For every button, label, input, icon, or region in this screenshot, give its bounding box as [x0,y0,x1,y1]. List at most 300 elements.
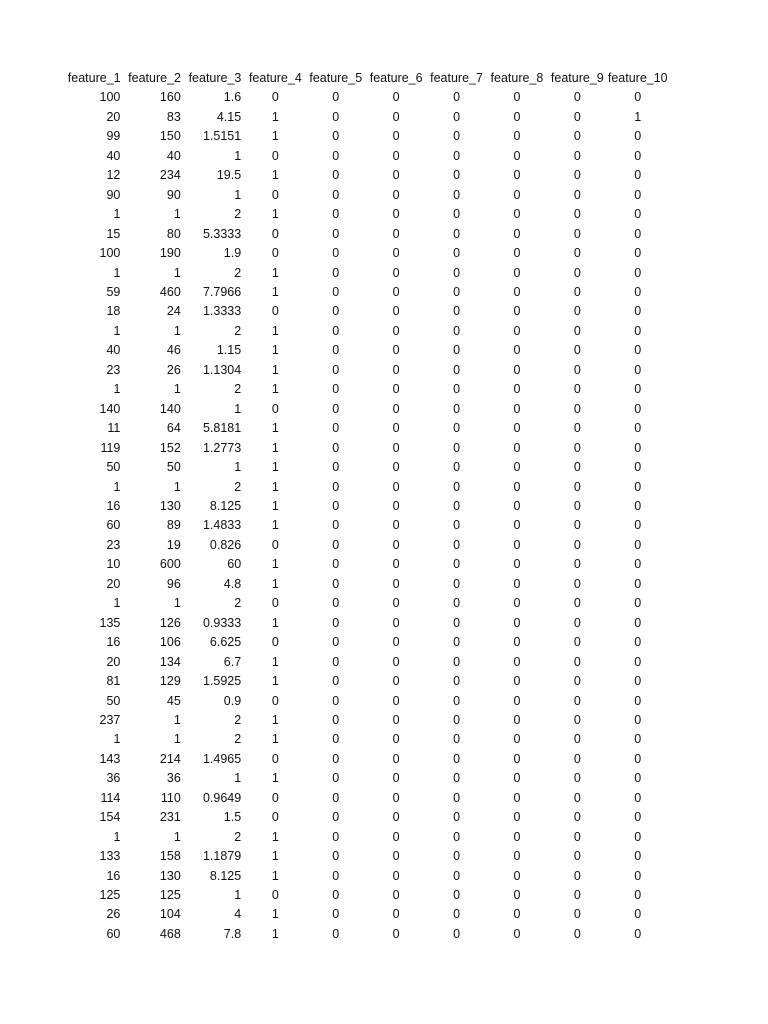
table-cell[interactable]: 0 [453,693,461,708]
table-cell[interactable]: 0 [573,732,581,747]
table-cell[interactable]: 0 [634,343,642,358]
table-cell[interactable]: 0 [634,304,642,319]
table-cell[interactable]: 0 [634,226,642,241]
table-cell[interactable]: 0 [573,207,581,222]
table-cell[interactable]: 0 [453,790,461,805]
table-cell[interactable]: 0 [392,323,400,338]
table-cell[interactable]: 1 [113,265,121,280]
table-cell[interactable]: 2 [234,323,242,338]
table-cell[interactable]: 1.3333 [202,304,242,319]
table-cell[interactable]: 0 [453,362,461,377]
column-header[interactable]: feature_10 [607,71,668,85]
table-cell[interactable]: 0 [513,323,521,338]
table-cell[interactable]: 0 [332,654,340,669]
table-cell[interactable]: 0 [332,304,340,319]
table-cell[interactable]: 0 [332,810,340,825]
table-cell[interactable]: 143 [99,751,121,766]
table-cell[interactable]: 0 [634,751,642,766]
table-cell[interactable]: 1 [271,440,279,455]
table-cell[interactable]: 0 [392,109,400,124]
table-cell[interactable]: 0 [513,596,521,611]
table-cell[interactable]: 1.5 [223,810,242,825]
table-cell[interactable]: 0 [453,246,461,261]
table-cell[interactable]: 1.5151 [202,129,242,144]
table-cell[interactable]: 2 [234,596,242,611]
table-cell[interactable]: 0 [573,907,581,922]
table-cell[interactable]: 0 [453,148,461,163]
table-cell[interactable]: 0 [573,790,581,805]
table-cell[interactable]: 0 [513,284,521,299]
table-cell[interactable]: 0 [513,926,521,941]
table-cell[interactable]: 126 [159,615,181,630]
table-cell[interactable]: 0 [453,674,461,689]
table-cell[interactable]: 0 [453,479,461,494]
table-cell[interactable]: 0 [392,907,400,922]
column-header[interactable]: feature_9 [550,71,604,85]
table-cell[interactable]: 0 [392,693,400,708]
table-cell[interactable]: 0 [634,421,642,436]
table-cell[interactable]: 0 [332,401,340,416]
table-cell[interactable]: 0 [271,401,279,416]
table-cell[interactable]: 0 [513,343,521,358]
table-cell[interactable]: 0 [332,829,340,844]
table-cell[interactable]: 0 [513,207,521,222]
table-cell[interactable]: 1 [113,596,121,611]
table-cell[interactable]: 0 [573,576,581,591]
table-cell[interactable]: 0 [513,226,521,241]
table-cell[interactable]: 0 [573,479,581,494]
table-cell[interactable]: 0 [453,440,461,455]
table-cell[interactable]: 0 [392,421,400,436]
table-cell[interactable]: 0 [513,148,521,163]
table-cell[interactable]: 0 [453,557,461,572]
table-cell[interactable]: 1 [173,829,181,844]
table-cell[interactable]: 50 [166,460,181,475]
table-cell[interactable]: 1.5925 [202,674,242,689]
table-cell[interactable]: 0 [513,168,521,183]
table-cell[interactable]: 20 [106,109,121,124]
table-cell[interactable]: 0 [513,518,521,533]
table-cell[interactable]: 19.5 [216,168,242,183]
table-cell[interactable]: 1 [113,207,121,222]
table-cell[interactable]: 0 [392,362,400,377]
table-cell[interactable]: 0 [271,635,279,650]
table-cell[interactable]: 0 [453,226,461,241]
table-cell[interactable]: 0 [392,148,400,163]
table-cell[interactable]: 2 [234,382,242,397]
table-cell[interactable]: 0.9649 [202,790,242,805]
table-cell[interactable]: 0 [332,168,340,183]
table-cell[interactable]: 0 [392,187,400,202]
table-cell[interactable]: 0 [573,129,581,144]
table-cell[interactable]: 0 [332,148,340,163]
table-cell[interactable]: 0 [453,304,461,319]
table-cell[interactable]: 0 [513,712,521,727]
table-cell[interactable]: 1 [271,771,279,786]
table-cell[interactable]: 0 [573,382,581,397]
table-cell[interactable]: 15 [106,226,121,241]
table-cell[interactable]: 0 [332,635,340,650]
table-cell[interactable]: 0 [453,382,461,397]
table-cell[interactable]: 0 [573,304,581,319]
table-cell[interactable]: 0 [513,246,521,261]
table-cell[interactable]: 0 [634,90,642,105]
table-cell[interactable]: 1 [271,284,279,299]
table-cell[interactable]: 0 [332,674,340,689]
table-cell[interactable]: 11 [107,421,121,436]
table-cell[interactable]: 0 [332,421,340,436]
table-cell[interactable]: 129 [159,674,181,689]
table-cell[interactable]: 0 [392,304,400,319]
table-cell[interactable]: 0 [573,284,581,299]
table-cell[interactable]: 0 [513,849,521,864]
table-cell[interactable]: 0 [332,479,340,494]
table-cell[interactable]: 0 [573,829,581,844]
table-cell[interactable]: 0 [392,926,400,941]
table-cell[interactable]: 1 [634,109,642,124]
table-cell[interactable]: 1 [271,498,279,513]
table-cell[interactable]: 0 [573,343,581,358]
table-cell[interactable]: 1.6 [223,90,242,105]
table-cell[interactable]: 0 [573,674,581,689]
table-cell[interactable]: 1.4833 [202,518,242,533]
table-cell[interactable]: 0 [513,771,521,786]
table-cell[interactable]: 2 [234,829,242,844]
table-cell[interactable]: 0 [513,732,521,747]
table-cell[interactable]: 0 [634,615,642,630]
table-cell[interactable]: 0 [513,576,521,591]
table-cell[interactable]: 0 [634,382,642,397]
table-cell[interactable]: 0 [453,421,461,436]
table-cell[interactable]: 140 [159,401,181,416]
table-cell[interactable]: 1 [271,868,279,883]
table-cell[interactable]: 0 [634,732,642,747]
table-cell[interactable]: 50 [106,460,121,475]
table-cell[interactable]: 150 [159,129,181,144]
table-cell[interactable]: 0 [573,868,581,883]
table-cell[interactable]: 0 [392,518,400,533]
table-cell[interactable]: 0 [392,440,400,455]
table-cell[interactable]: 1 [271,732,279,747]
table-cell[interactable]: 0 [332,868,340,883]
table-cell[interactable]: 114 [100,790,121,805]
table-cell[interactable]: 0 [332,440,340,455]
table-cell[interactable]: 0 [453,168,461,183]
table-cell[interactable]: 0 [573,537,581,552]
table-cell[interactable]: 154 [99,810,121,825]
table-cell[interactable]: 0 [634,265,642,280]
table-cell[interactable]: 60 [106,926,121,941]
column-header[interactable]: feature_8 [490,71,544,85]
table-cell[interactable]: 0 [634,693,642,708]
table-cell[interactable]: 0 [513,460,521,475]
table-cell[interactable]: 1 [234,148,242,163]
table-cell[interactable]: 0 [332,537,340,552]
table-cell[interactable]: 1 [271,323,279,338]
table-cell[interactable]: 0 [271,90,279,105]
table-cell[interactable]: 0 [513,187,521,202]
table-cell[interactable]: 0 [513,693,521,708]
column-header[interactable]: feature_5 [309,71,363,85]
table-cell[interactable]: 0 [453,109,461,124]
table-cell[interactable]: 83 [166,109,181,124]
table-cell[interactable]: 0 [573,226,581,241]
table-cell[interactable]: 0 [634,148,642,163]
table-cell[interactable]: 0 [392,479,400,494]
table-cell[interactable]: 0 [392,732,400,747]
table-cell[interactable]: 468 [159,926,181,941]
table-cell[interactable]: 0 [513,479,521,494]
table-cell[interactable]: 0 [513,362,521,377]
table-cell[interactable]: 0 [573,168,581,183]
table-cell[interactable]: 36 [106,771,121,786]
table-cell[interactable]: 26 [166,362,181,377]
table-cell[interactable]: 0 [453,343,461,358]
table-cell[interactable]: 0 [332,265,340,280]
table-cell[interactable]: 0 [332,907,340,922]
table-cell[interactable]: 0 [573,109,581,124]
table-cell[interactable]: 0 [573,187,581,202]
table-cell[interactable]: 40 [106,343,121,358]
table-cell[interactable]: 0 [634,771,642,786]
table-cell[interactable]: 64 [166,421,181,436]
table-cell[interactable]: 0 [332,362,340,377]
table-cell[interactable]: 134 [159,654,181,669]
table-cell[interactable]: 1 [173,732,181,747]
table-cell[interactable]: 0 [573,771,581,786]
table-cell[interactable]: 7.7966 [202,284,242,299]
table-cell[interactable]: 0 [453,712,461,727]
table-cell[interactable]: 0 [332,207,340,222]
table-cell[interactable]: 19 [166,537,181,552]
table-cell[interactable]: 0 [513,109,521,124]
table-cell[interactable]: 0.9333 [202,615,242,630]
table-cell[interactable]: 0 [634,246,642,261]
table-cell[interactable]: 0 [453,460,461,475]
table-cell[interactable]: 0 [332,323,340,338]
table-cell[interactable]: 190 [159,246,181,261]
table-cell[interactable]: 0 [392,596,400,611]
table-cell[interactable]: 0 [332,712,340,727]
table-cell[interactable]: 0 [392,382,400,397]
table-cell[interactable]: 26 [106,907,121,922]
table-cell[interactable]: 0 [634,207,642,222]
table-cell[interactable]: 0 [453,829,461,844]
table-cell[interactable]: 0 [573,362,581,377]
table-cell[interactable]: 0 [634,888,642,903]
table-cell[interactable]: 0 [453,537,461,552]
table-cell[interactable]: 0 [271,790,279,805]
table-cell[interactable]: 0 [573,90,581,105]
table-cell[interactable]: 0 [392,615,400,630]
table-cell[interactable]: 2 [234,712,242,727]
column-header[interactable]: feature_1 [67,71,121,85]
table-cell[interactable]: 5.3333 [202,226,242,241]
table-cell[interactable]: 0 [392,654,400,669]
table-cell[interactable]: 18 [106,304,121,319]
table-cell[interactable]: 0 [332,343,340,358]
table-cell[interactable]: 20 [106,576,121,591]
table-cell[interactable]: 0 [271,751,279,766]
table-cell[interactable]: 1 [271,362,279,377]
table-cell[interactable]: 0 [392,790,400,805]
table-cell[interactable]: 2 [234,732,242,747]
table-cell[interactable]: 1 [271,109,279,124]
table-cell[interactable]: 1 [271,557,279,572]
table-cell[interactable]: 0 [513,440,521,455]
table-cell[interactable]: 0 [513,129,521,144]
column-header[interactable]: feature_7 [430,71,483,85]
table-cell[interactable]: 231 [159,810,181,825]
table-cell[interactable]: 0 [392,90,400,105]
table-cell[interactable]: 1 [271,654,279,669]
table-cell[interactable]: 0 [634,498,642,513]
table-cell[interactable]: 23 [106,362,121,377]
table-cell[interactable]: 0 [392,576,400,591]
table-cell[interactable]: 0 [332,109,340,124]
table-cell[interactable]: 20 [106,654,121,669]
table-cell[interactable]: 0 [453,751,461,766]
table-cell[interactable]: 0 [453,654,461,669]
table-cell[interactable]: 1 [271,576,279,591]
table-cell[interactable]: 1 [271,421,279,436]
table-cell[interactable]: 23 [106,537,121,552]
column-header[interactable]: feature_2 [128,71,181,85]
table-cell[interactable]: 0 [513,829,521,844]
table-cell[interactable]: 0 [453,90,461,105]
table-cell[interactable]: 0 [332,460,340,475]
table-cell[interactable]: 80 [166,226,181,241]
table-cell[interactable]: 0 [271,537,279,552]
table-cell[interactable]: 0 [392,207,400,222]
table-cell[interactable]: 0 [332,382,340,397]
table-cell[interactable]: 0 [634,712,642,727]
table-cell[interactable]: 1 [271,712,279,727]
table-cell[interactable]: 130 [159,498,181,513]
table-cell[interactable]: 2 [234,207,242,222]
table-cell[interactable]: 214 [159,751,181,766]
table-cell[interactable]: 0 [392,401,400,416]
table-cell[interactable]: 4.15 [216,109,242,124]
table-cell[interactable]: 0 [392,829,400,844]
table-cell[interactable]: 0 [634,907,642,922]
table-cell[interactable]: 0 [332,771,340,786]
table-cell[interactable]: 0 [573,518,581,533]
table-cell[interactable]: 1 [113,732,121,747]
table-cell[interactable]: 0 [332,187,340,202]
table-cell[interactable]: 1 [271,207,279,222]
table-cell[interactable]: 0 [513,382,521,397]
table-cell[interactable]: 0 [271,596,279,611]
table-cell[interactable]: 0 [332,518,340,533]
table-cell[interactable]: 0 [392,460,400,475]
table-cell[interactable]: 0 [332,751,340,766]
table-cell[interactable]: 0 [513,537,521,552]
table-cell[interactable]: 1 [234,401,242,416]
table-cell[interactable]: 4 [234,907,242,922]
table-cell[interactable]: 0 [392,226,400,241]
table-cell[interactable]: 0 [392,498,400,513]
table-cell[interactable]: 135 [99,615,121,630]
table-cell[interactable]: 0 [634,790,642,805]
table-cell[interactable]: 0 [573,615,581,630]
table-cell[interactable]: 1.2773 [202,440,242,455]
table-cell[interactable]: 0 [453,596,461,611]
table-cell[interactable]: 0 [573,460,581,475]
table-cell[interactable]: 2 [234,479,242,494]
table-cell[interactable]: 1 [234,771,242,786]
table-cell[interactable]: 0 [513,265,521,280]
table-cell[interactable]: 0.9 [223,693,242,708]
table-cell[interactable]: 0 [573,265,581,280]
table-cell[interactable]: 0 [634,596,642,611]
table-cell[interactable]: 0 [634,362,642,377]
table-cell[interactable]: 0 [332,90,340,105]
table-cell[interactable]: 0 [573,596,581,611]
table-cell[interactable]: 100 [99,90,121,105]
table-cell[interactable]: 125 [159,888,181,903]
table-cell[interactable]: 0 [453,868,461,883]
table-cell[interactable]: 0 [634,674,642,689]
table-cell[interactable]: 0 [392,265,400,280]
table-cell[interactable]: 1 [113,382,121,397]
table-cell[interactable]: 1 [173,323,181,338]
table-cell[interactable]: 460 [159,284,181,299]
table-cell[interactable]: 0 [392,284,400,299]
table-cell[interactable]: 1 [173,479,181,494]
table-cell[interactable]: 60 [106,518,121,533]
table-cell[interactable]: 1 [173,712,181,727]
table-cell[interactable]: 0 [573,926,581,941]
table-cell[interactable]: 0 [453,207,461,222]
table-cell[interactable]: 0 [392,712,400,727]
table-cell[interactable]: 0 [453,635,461,650]
table-cell[interactable]: 2 [234,265,242,280]
table-cell[interactable]: 0 [573,712,581,727]
table-cell[interactable]: 600 [159,557,181,572]
table-cell[interactable]: 0 [513,90,521,105]
table-cell[interactable]: 0 [513,888,521,903]
table-cell[interactable]: 0 [271,810,279,825]
table-cell[interactable]: 1 [271,849,279,864]
table-cell[interactable]: 1 [271,518,279,533]
table-cell[interactable]: 6.625 [209,635,242,650]
table-cell[interactable]: 0 [332,693,340,708]
table-cell[interactable]: 0 [271,304,279,319]
table-cell[interactable]: 12 [106,168,121,183]
table-cell[interactable]: 0 [634,537,642,552]
table-cell[interactable]: 99 [106,129,121,144]
table-cell[interactable]: 0 [453,849,461,864]
table-cell[interactable]: 0 [634,440,642,455]
table-cell[interactable]: 0 [392,849,400,864]
table-cell[interactable]: 0 [392,635,400,650]
table-cell[interactable]: 0 [513,674,521,689]
table-cell[interactable]: 0 [513,421,521,436]
table-cell[interactable]: 24 [166,304,181,319]
table-cell[interactable]: 0 [573,888,581,903]
table-cell[interactable]: 0 [634,557,642,572]
table-cell[interactable]: 0 [513,635,521,650]
table-cell[interactable]: 96 [166,576,181,591]
table-cell[interactable]: 45 [166,693,181,708]
table-cell[interactable]: 0 [634,129,642,144]
table-cell[interactable]: 1 [271,129,279,144]
table-cell[interactable]: 0 [634,323,642,338]
table-cell[interactable]: 0 [573,148,581,163]
table-cell[interactable]: 16 [106,635,121,650]
table-cell[interactable]: 0 [453,888,461,903]
